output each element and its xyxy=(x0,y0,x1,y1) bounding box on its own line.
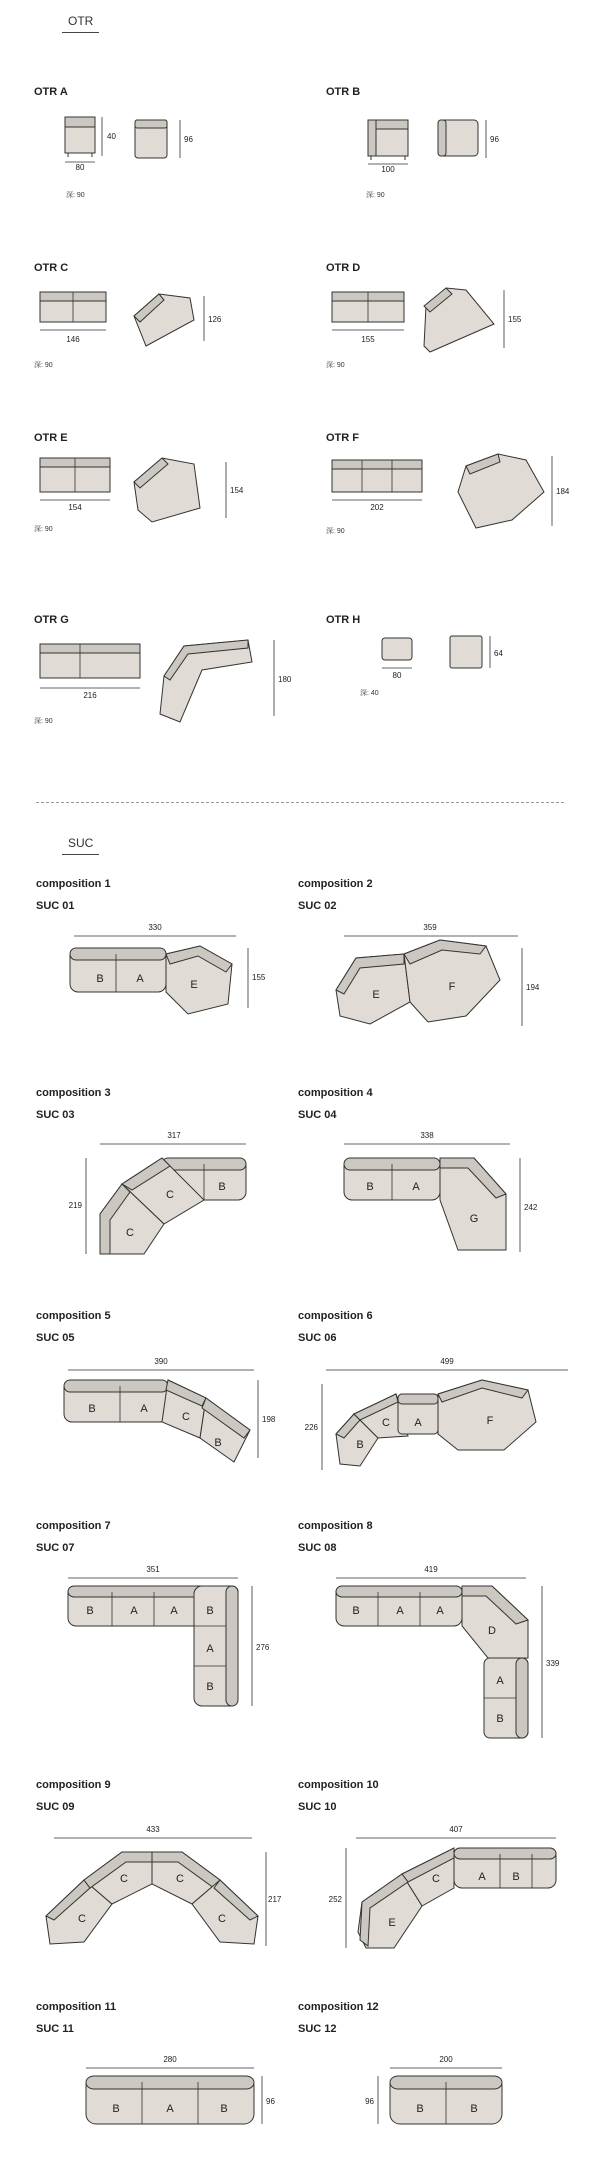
otr-d-width: 155 xyxy=(361,335,375,344)
otr-h-depth: 深: 40 xyxy=(360,690,379,697)
otr-f-title: OTR F xyxy=(326,432,359,444)
composition-2-drawing xyxy=(330,918,540,1038)
composition-2-depth: 194 xyxy=(526,983,540,992)
otr-h-drawing xyxy=(360,636,540,696)
composition-10-width: 407 xyxy=(449,1825,463,1834)
composition-12-code: SUC 12 xyxy=(298,2023,337,2035)
otr-h-width: 80 xyxy=(392,671,402,680)
composition-4-name: composition 4 xyxy=(298,1087,373,1099)
module-label: F xyxy=(486,1415,494,1427)
module-label: B xyxy=(88,1403,96,1415)
module-label: B xyxy=(220,2103,228,2115)
module-label: B xyxy=(416,2103,424,2115)
module-label: B xyxy=(86,1605,94,1617)
otr-f-width: 202 xyxy=(370,503,384,512)
module-label: A xyxy=(412,1181,420,1193)
composition-1-code: SUC 01 xyxy=(36,900,75,912)
composition-1-drawing xyxy=(60,918,266,1028)
module-label: G xyxy=(469,1213,479,1225)
otr-g-title: OTR G xyxy=(34,614,69,626)
module-label: A xyxy=(496,1675,504,1687)
module-label: C xyxy=(126,1227,134,1239)
otr-b-width: 100 xyxy=(381,165,395,174)
composition-8-width: 419 xyxy=(424,1565,438,1574)
otr-d-height: 155 xyxy=(508,315,522,324)
module-label: A xyxy=(130,1605,138,1617)
composition-9-code: SUC 09 xyxy=(36,1801,75,1813)
otr-a-side: 40 xyxy=(107,132,116,141)
composition-12-width: 200 xyxy=(439,2055,453,2064)
composition-9-name: composition 9 xyxy=(36,1779,111,1791)
module-label: E xyxy=(388,1917,396,1929)
module-label: C xyxy=(432,1873,440,1885)
composition-3-depth: 219 xyxy=(68,1201,82,1210)
module-label: A xyxy=(414,1417,422,1429)
module-label: C xyxy=(182,1411,190,1423)
otr-c-drawing xyxy=(34,286,234,376)
otr-a-width: 80 xyxy=(75,163,85,172)
composition-9-drawing xyxy=(40,1822,280,1972)
module-label: C xyxy=(218,1913,226,1925)
module-label: B xyxy=(512,1871,520,1883)
composition-2-width: 359 xyxy=(423,923,437,932)
module-label: C xyxy=(176,1873,184,1885)
composition-10-name: composition 10 xyxy=(298,1779,379,1791)
otr-c-title: OTR C xyxy=(34,262,69,274)
otr-g-height: 180 xyxy=(278,675,292,684)
otr-a-height: 96 xyxy=(184,135,193,144)
module-label: D xyxy=(488,1625,496,1637)
composition-12-drawing xyxy=(365,2054,520,2134)
composition-7-width: 351 xyxy=(146,1565,160,1574)
otr-d-drawing xyxy=(326,286,526,376)
module-label: B xyxy=(112,2103,120,2115)
composition-11-width: 280 xyxy=(163,2055,177,2064)
otr-e-width: 154 xyxy=(68,503,82,512)
composition-10-depth: 252 xyxy=(328,1895,342,1904)
composition-10-code: SUC 10 xyxy=(298,1801,337,1813)
otr-a-dims xyxy=(60,112,193,172)
otr-h-title: OTR H xyxy=(326,614,361,626)
composition-12-name: composition 12 xyxy=(298,2001,379,2013)
section-title: SUC xyxy=(68,836,94,850)
module-label: A xyxy=(170,1605,178,1617)
composition-9-depth: 217 xyxy=(268,1895,282,1904)
composition-5-name: composition 5 xyxy=(36,1310,111,1322)
composition-1-width: 330 xyxy=(148,923,162,932)
composition-6-drawing xyxy=(306,1354,576,1484)
composition-6-depth: 226 xyxy=(304,1423,318,1432)
module-label: B xyxy=(366,1181,374,1193)
module-label: B xyxy=(496,1713,504,1725)
composition-7-depth: 276 xyxy=(256,1643,270,1652)
module-label: B xyxy=(206,1681,214,1693)
section-tab-suc xyxy=(68,836,93,850)
composition-6-width: 499 xyxy=(440,1357,454,1366)
otr-h-height: 64 xyxy=(494,649,503,658)
module-label: B xyxy=(96,973,104,985)
otr-f-drawing xyxy=(326,452,576,552)
module-label: A xyxy=(140,1403,148,1415)
composition-4-code: SUC 04 xyxy=(298,1109,337,1121)
module-label: A xyxy=(478,1871,486,1883)
composition-7-name: composition 7 xyxy=(36,1520,111,1532)
otr-e-drawing xyxy=(34,452,254,552)
otr-g-drawing xyxy=(34,636,304,736)
otr-c-width: 146 xyxy=(66,335,80,344)
composition-3-drawing xyxy=(60,1128,260,1268)
module-label: A xyxy=(206,1643,214,1655)
composition-5-width: 390 xyxy=(154,1357,168,1366)
composition-10-drawing xyxy=(326,1822,566,1972)
otr-e-title: OTR E xyxy=(34,432,68,444)
otr-d-title: OTR D xyxy=(326,262,361,274)
composition-8-name: composition 8 xyxy=(298,1520,373,1532)
composition-9-width: 433 xyxy=(146,1825,160,1834)
module-label: A xyxy=(396,1605,404,1617)
section-title: OTR xyxy=(68,14,94,28)
module-label: E xyxy=(372,989,380,1001)
module-label: B xyxy=(356,1439,364,1451)
composition-1-name: composition 1 xyxy=(36,878,111,890)
module-label: B xyxy=(352,1605,360,1617)
composition-12-depth: 96 xyxy=(365,2097,374,2106)
otr-b-depth: 深: 90 xyxy=(366,192,385,199)
module-label: C xyxy=(166,1189,174,1201)
otr-a-title: OTR A xyxy=(34,86,68,98)
otr-d-depth: 深: 90 xyxy=(326,362,345,369)
module-label: B xyxy=(218,1181,226,1193)
composition-1-depth: 155 xyxy=(252,973,266,982)
otr-b-height: 96 xyxy=(490,135,499,144)
section-tab-otr xyxy=(68,14,93,28)
module-label: A xyxy=(436,1605,444,1617)
module-label: C xyxy=(382,1417,390,1429)
composition-3-name: composition 3 xyxy=(36,1087,111,1099)
otr-f-height: 184 xyxy=(556,487,570,496)
composition-5-depth: 198 xyxy=(262,1415,276,1424)
composition-5-drawing xyxy=(58,1354,278,1474)
otr-a-depth: 深: 90 xyxy=(66,192,85,199)
composition-8-drawing xyxy=(328,1562,558,1752)
composition-4-width: 338 xyxy=(420,1131,434,1140)
composition-7-code: SUC 07 xyxy=(36,1542,75,1554)
module-label: F xyxy=(448,981,456,993)
composition-3-width: 317 xyxy=(167,1131,181,1140)
composition-4-drawing xyxy=(334,1128,544,1268)
module-label: B xyxy=(214,1437,222,1449)
module-label: A xyxy=(166,2103,174,2115)
composition-5-code: SUC 05 xyxy=(36,1332,75,1344)
composition-8-depth: 339 xyxy=(546,1659,560,1668)
composition-7-drawing xyxy=(62,1562,282,1722)
otr-c-height: 126 xyxy=(208,315,222,324)
otr-f-depth: 深: 90 xyxy=(326,528,345,535)
module-label: B xyxy=(470,2103,478,2115)
otr-e-depth: 深: 90 xyxy=(34,526,53,533)
composition-8-code: SUC 08 xyxy=(298,1542,337,1554)
otr-b-title: OTR B xyxy=(326,86,361,98)
module-label: A xyxy=(136,973,144,985)
module-label: E xyxy=(190,979,198,991)
otr-g-width: 216 xyxy=(83,691,97,700)
otr-b-drawing xyxy=(360,112,510,172)
otr-c-depth: 深: 90 xyxy=(34,362,53,369)
module-label: C xyxy=(120,1873,128,1885)
otr-g-depth: 深: 90 xyxy=(34,718,53,725)
composition-11-drawing xyxy=(80,2054,280,2134)
composition-6-code: SUC 06 xyxy=(298,1332,337,1344)
composition-4-depth: 242 xyxy=(524,1203,538,1212)
otr-e-height: 154 xyxy=(230,486,244,495)
composition-11-name: composition 11 xyxy=(36,2001,117,2013)
composition-2-code: SUC 02 xyxy=(298,900,337,912)
composition-6-name: composition 6 xyxy=(298,1310,373,1322)
composition-3-code: SUC 03 xyxy=(36,1109,75,1121)
composition-2-name: composition 2 xyxy=(298,878,373,890)
module-label: C xyxy=(78,1913,86,1925)
section-divider xyxy=(36,802,564,803)
module-label: B xyxy=(206,1605,214,1617)
composition-11-code: SUC 11 xyxy=(36,2023,74,2035)
composition-11-depth: 96 xyxy=(266,2097,275,2106)
